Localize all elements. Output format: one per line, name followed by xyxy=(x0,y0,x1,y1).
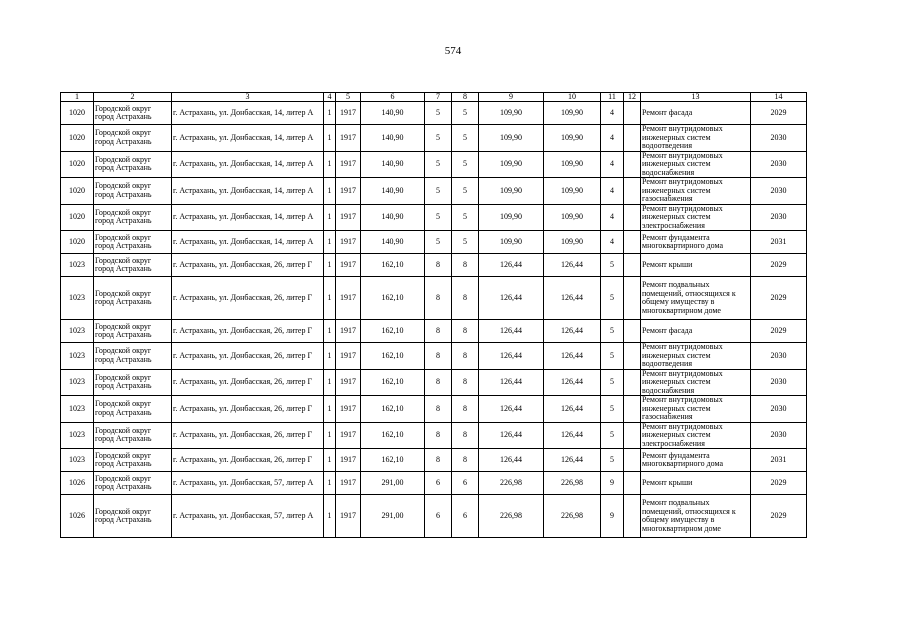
col7-cell: 5 xyxy=(425,204,452,231)
planned-year-cell: 2029 xyxy=(751,472,807,495)
col12-cell xyxy=(624,396,641,423)
col4-cell: 1 xyxy=(324,178,336,205)
address-cell: г. Астрахань, ул. Донбасская, 14, литер А xyxy=(172,125,324,152)
col4-cell: 1 xyxy=(324,102,336,125)
table-row xyxy=(61,151,807,178)
col9-cell: 126,44 xyxy=(479,422,544,449)
col7-cell: 5 xyxy=(425,151,452,178)
col7-cell: 8 xyxy=(425,396,452,423)
col11-cell: 5 xyxy=(601,396,624,423)
col12-cell xyxy=(624,422,641,449)
col8-cell: 5 xyxy=(452,231,479,254)
total-area-cell: 162,10 xyxy=(361,277,425,320)
col9-cell: 126,44 xyxy=(479,449,544,472)
address-cell: г. Астрахань, ул. Донбасская, 26, литер Г xyxy=(172,369,324,396)
total-area-cell: 162,10 xyxy=(361,396,425,423)
row-number-cell: 1023 xyxy=(61,449,94,472)
address-cell: г. Астрахань, ул. Донбасская, 26, литер Г xyxy=(172,396,324,423)
address-cell: г. Астрахань, ул. Донбасская, 14, литер А xyxy=(172,204,324,231)
col8-cell: 8 xyxy=(452,277,479,320)
column-number: 5 xyxy=(336,93,361,102)
col8-cell: 5 xyxy=(452,178,479,205)
column-number: 7 xyxy=(425,93,452,102)
work-type-cell: Ремонт крыши xyxy=(641,472,751,495)
table-row xyxy=(61,396,807,423)
total-area-cell: 162,10 xyxy=(361,343,425,370)
col12-cell xyxy=(624,449,641,472)
col12-cell xyxy=(624,125,641,152)
col7-cell: 5 xyxy=(425,102,452,125)
col10-cell: 126,44 xyxy=(544,320,601,343)
planned-year-cell: 2029 xyxy=(751,320,807,343)
table-row xyxy=(61,343,807,370)
year-built-cell: 1917 xyxy=(336,422,361,449)
col12-cell xyxy=(624,472,641,495)
municipality-cell: Городской округ город Астрахань xyxy=(94,277,172,320)
column-number: 10 xyxy=(544,93,601,102)
planned-year-cell: 2030 xyxy=(751,151,807,178)
work-type-cell: Ремонт крыши xyxy=(641,254,751,277)
col7-cell: 6 xyxy=(425,495,452,538)
work-type-cell: Ремонт внутридомовых инженерных систем газоснабжения xyxy=(641,396,751,423)
column-number: 11 xyxy=(601,93,624,102)
col12-cell xyxy=(624,277,641,320)
row-number-cell: 1026 xyxy=(61,472,94,495)
col9-cell: 109,90 xyxy=(479,231,544,254)
row-number-cell: 1020 xyxy=(61,178,94,205)
address-cell: г. Астрахань, ул. Донбасская, 26, литер Г xyxy=(172,343,324,370)
col9-cell: 109,90 xyxy=(479,178,544,205)
table-row xyxy=(61,320,807,343)
col10-cell: 109,90 xyxy=(544,102,601,125)
table-row xyxy=(61,178,807,205)
year-built-cell: 1917 xyxy=(336,396,361,423)
col8-cell: 5 xyxy=(452,125,479,152)
col8-cell: 5 xyxy=(452,102,479,125)
col7-cell: 8 xyxy=(425,320,452,343)
work-type-cell: Ремонт внутридомовых инженерных систем водоотведения xyxy=(641,343,751,370)
col4-cell: 1 xyxy=(324,495,336,538)
total-area-cell: 140,90 xyxy=(361,231,425,254)
column-number: 4 xyxy=(324,93,336,102)
col9-cell: 226,98 xyxy=(479,495,544,538)
col12-cell xyxy=(624,204,641,231)
row-number-cell: 1020 xyxy=(61,125,94,152)
col7-cell: 6 xyxy=(425,472,452,495)
total-area-cell: 140,90 xyxy=(361,125,425,152)
col12-cell xyxy=(624,343,641,370)
col10-cell: 109,90 xyxy=(544,125,601,152)
year-built-cell: 1917 xyxy=(336,102,361,125)
col8-cell: 5 xyxy=(452,151,479,178)
col10-cell: 226,98 xyxy=(544,472,601,495)
address-cell: г. Астрахань, ул. Донбасская, 57, литер А xyxy=(172,495,324,538)
col10-cell: 126,44 xyxy=(544,369,601,396)
col11-cell: 4 xyxy=(601,102,624,125)
total-area-cell: 140,90 xyxy=(361,151,425,178)
address-cell: г. Астрахань, ул. Донбасская, 14, литер А xyxy=(172,231,324,254)
planned-year-cell: 2030 xyxy=(751,396,807,423)
row-number-cell: 1023 xyxy=(61,254,94,277)
col10-cell: 109,90 xyxy=(544,151,601,178)
col10-cell: 226,98 xyxy=(544,495,601,538)
col4-cell: 1 xyxy=(324,204,336,231)
planned-year-cell: 2029 xyxy=(751,277,807,320)
col12-cell xyxy=(624,178,641,205)
table-row xyxy=(61,125,807,152)
col10-cell: 126,44 xyxy=(544,396,601,423)
work-type-cell: Ремонт фундамента многоквартирного дома xyxy=(641,449,751,472)
planned-year-cell: 2030 xyxy=(751,178,807,205)
col4-cell: 1 xyxy=(324,343,336,370)
col7-cell: 8 xyxy=(425,369,452,396)
address-cell: г. Астрахань, ул. Донбасская, 14, литер А xyxy=(172,102,324,125)
total-area-cell: 140,90 xyxy=(361,178,425,205)
col12-cell xyxy=(624,320,641,343)
municipality-cell: Городской округ город Астрахань xyxy=(94,204,172,231)
municipality-cell: Городской округ город Астрахань xyxy=(94,231,172,254)
municipality-cell: Городской округ город Астрахань xyxy=(94,422,172,449)
total-area-cell: 162,10 xyxy=(361,254,425,277)
total-area-cell: 162,10 xyxy=(361,422,425,449)
col4-cell: 1 xyxy=(324,254,336,277)
work-type-cell: Ремонт внутридомовых инженерных систем газоснабжения xyxy=(641,178,751,205)
col7-cell: 8 xyxy=(425,277,452,320)
col11-cell: 5 xyxy=(601,369,624,396)
column-number: 14 xyxy=(751,93,807,102)
row-number-cell: 1023 xyxy=(61,343,94,370)
municipality-cell: Городской округ город Астрахань xyxy=(94,254,172,277)
col10-cell: 126,44 xyxy=(544,277,601,320)
col11-cell: 5 xyxy=(601,320,624,343)
col7-cell: 5 xyxy=(425,231,452,254)
municipality-cell: Городской округ город Астрахань xyxy=(94,396,172,423)
planned-year-cell: 2030 xyxy=(751,343,807,370)
col11-cell: 4 xyxy=(601,231,624,254)
year-built-cell: 1917 xyxy=(336,277,361,320)
table-row xyxy=(61,102,807,125)
municipality-cell: Городской округ город Астрахань xyxy=(94,343,172,370)
address-cell: г. Астрахань, ул. Донбасская, 26, литер Г xyxy=(172,449,324,472)
col12-cell xyxy=(624,495,641,538)
col11-cell: 5 xyxy=(601,449,624,472)
total-area-cell: 162,10 xyxy=(361,369,425,396)
total-area-cell: 140,90 xyxy=(361,204,425,231)
row-number-cell: 1023 xyxy=(61,396,94,423)
col7-cell: 5 xyxy=(425,178,452,205)
work-type-cell: Ремонт фасада xyxy=(641,320,751,343)
col9-cell: 126,44 xyxy=(479,320,544,343)
col11-cell: 9 xyxy=(601,495,624,538)
municipality-cell: Городской округ город Астрахань xyxy=(94,151,172,178)
col7-cell: 8 xyxy=(425,422,452,449)
year-built-cell: 1917 xyxy=(336,125,361,152)
planned-year-cell: 2030 xyxy=(751,204,807,231)
col12-cell xyxy=(624,151,641,178)
col4-cell: 1 xyxy=(324,125,336,152)
col8-cell: 5 xyxy=(452,204,479,231)
address-cell: г. Астрахань, ул. Донбасская, 26, литер Г xyxy=(172,254,324,277)
col4-cell: 1 xyxy=(324,369,336,396)
table-row xyxy=(61,495,807,538)
municipality-cell: Городской округ город Астрахань xyxy=(94,449,172,472)
municipality-cell: Городской округ город Астрахань xyxy=(94,102,172,125)
column-number: 8 xyxy=(452,93,479,102)
row-number-cell: 1020 xyxy=(61,151,94,178)
work-type-cell: Ремонт внутридомовых инженерных систем электроснабжения xyxy=(641,204,751,231)
col10-cell: 109,90 xyxy=(544,178,601,205)
work-type-cell: Ремонт фундамента многоквартирного дома xyxy=(641,231,751,254)
col7-cell: 8 xyxy=(425,254,452,277)
col10-cell: 126,44 xyxy=(544,343,601,370)
row-number-cell: 1023 xyxy=(61,422,94,449)
capital-repair-table xyxy=(60,92,807,538)
column-number: 2 xyxy=(94,93,172,102)
col10-cell: 126,44 xyxy=(544,449,601,472)
municipality-cell: Городской округ город Астрахань xyxy=(94,472,172,495)
col8-cell: 8 xyxy=(452,369,479,396)
col8-cell: 6 xyxy=(452,472,479,495)
col4-cell: 1 xyxy=(324,151,336,178)
municipality-cell: Городской округ город Астрахань xyxy=(94,320,172,343)
col11-cell: 9 xyxy=(601,472,624,495)
row-number-cell: 1026 xyxy=(61,495,94,538)
col8-cell: 8 xyxy=(452,449,479,472)
planned-year-cell: 2030 xyxy=(751,369,807,396)
column-number: 13 xyxy=(641,93,751,102)
planned-year-cell: 2031 xyxy=(751,231,807,254)
col7-cell: 5 xyxy=(425,125,452,152)
work-type-cell: Ремонт подвальных помещений, относящихся к общему имуществу в многоквартирном доме xyxy=(641,277,751,320)
col7-cell: 8 xyxy=(425,449,452,472)
year-built-cell: 1917 xyxy=(336,369,361,396)
col11-cell: 4 xyxy=(601,178,624,205)
year-built-cell: 1917 xyxy=(336,204,361,231)
address-cell: г. Астрахань, ул. Донбасская, 14, литер А xyxy=(172,178,324,205)
total-area-cell: 291,00 xyxy=(361,472,425,495)
address-cell: г. Астрахань, ул. Донбасская, 26, литер Г xyxy=(172,320,324,343)
col4-cell: 1 xyxy=(324,449,336,472)
table-row xyxy=(61,204,807,231)
year-built-cell: 1917 xyxy=(336,320,361,343)
year-built-cell: 1917 xyxy=(336,178,361,205)
col9-cell: 109,90 xyxy=(479,102,544,125)
col4-cell: 1 xyxy=(324,277,336,320)
address-cell: г. Астрахань, ул. Донбасская, 57, литер А xyxy=(172,472,324,495)
column-number: 3 xyxy=(172,93,324,102)
year-built-cell: 1917 xyxy=(336,495,361,538)
col4-cell: 1 xyxy=(324,231,336,254)
col4-cell: 1 xyxy=(324,396,336,423)
col8-cell: 8 xyxy=(452,254,479,277)
municipality-cell: Городской округ город Астрахань xyxy=(94,369,172,396)
col11-cell: 4 xyxy=(601,125,624,152)
col8-cell: 8 xyxy=(452,422,479,449)
col11-cell: 5 xyxy=(601,343,624,370)
column-number: 1 xyxy=(61,93,94,102)
total-area-cell: 291,00 xyxy=(361,495,425,538)
col8-cell: 8 xyxy=(452,320,479,343)
planned-year-cell: 2030 xyxy=(751,125,807,152)
planned-year-cell: 2031 xyxy=(751,449,807,472)
planned-year-cell: 2029 xyxy=(751,495,807,538)
total-area-cell: 162,10 xyxy=(361,449,425,472)
table-row xyxy=(61,369,807,396)
col9-cell: 109,90 xyxy=(479,125,544,152)
table-row xyxy=(61,449,807,472)
col11-cell: 4 xyxy=(601,204,624,231)
col9-cell: 126,44 xyxy=(479,369,544,396)
row-number-cell: 1020 xyxy=(61,204,94,231)
col9-cell: 109,90 xyxy=(479,151,544,178)
year-built-cell: 1917 xyxy=(336,343,361,370)
work-type-cell: Ремонт внутридомовых инженерных систем электроснабжения xyxy=(641,422,751,449)
table-row xyxy=(61,472,807,495)
municipality-cell: Городской округ город Астрахань xyxy=(94,125,172,152)
col9-cell: 109,90 xyxy=(479,204,544,231)
column-number: 6 xyxy=(361,93,425,102)
col12-cell xyxy=(624,102,641,125)
col9-cell: 226,98 xyxy=(479,472,544,495)
col9-cell: 126,44 xyxy=(479,277,544,320)
column-number-row xyxy=(61,93,807,102)
row-number-cell: 1020 xyxy=(61,231,94,254)
col11-cell: 5 xyxy=(601,422,624,449)
col8-cell: 6 xyxy=(452,495,479,538)
municipality-cell: Городской округ город Астрахань xyxy=(94,178,172,205)
planned-year-cell: 2029 xyxy=(751,102,807,125)
column-number: 12 xyxy=(624,93,641,102)
address-cell: г. Астрахань, ул. Донбасская, 26, литер Г xyxy=(172,422,324,449)
planned-year-cell: 2029 xyxy=(751,254,807,277)
year-built-cell: 1917 xyxy=(336,254,361,277)
col8-cell: 8 xyxy=(452,343,479,370)
page-number: 574 xyxy=(444,45,462,57)
col11-cell: 5 xyxy=(601,277,624,320)
col4-cell: 1 xyxy=(324,422,336,449)
column-number: 9 xyxy=(479,93,544,102)
col10-cell: 109,90 xyxy=(544,231,601,254)
table-row xyxy=(61,254,807,277)
work-type-cell: Ремонт фасада xyxy=(641,102,751,125)
col10-cell: 109,90 xyxy=(544,204,601,231)
row-number-cell: 1023 xyxy=(61,369,94,396)
col9-cell: 126,44 xyxy=(479,254,544,277)
col10-cell: 126,44 xyxy=(544,254,601,277)
col4-cell: 1 xyxy=(324,320,336,343)
col10-cell: 126,44 xyxy=(544,422,601,449)
row-number-cell: 1023 xyxy=(61,320,94,343)
col8-cell: 8 xyxy=(452,396,479,423)
col9-cell: 126,44 xyxy=(479,396,544,423)
col11-cell: 4 xyxy=(601,151,624,178)
year-built-cell: 1917 xyxy=(336,472,361,495)
address-cell: г. Астрахань, ул. Донбасская, 14, литер А xyxy=(172,151,324,178)
col4-cell: 1 xyxy=(324,472,336,495)
municipality-cell: Городской округ город Астрахань xyxy=(94,495,172,538)
table-row xyxy=(61,422,807,449)
work-type-cell: Ремонт внутридомовых инженерных систем водоснабжения xyxy=(641,151,751,178)
col12-cell xyxy=(624,369,641,396)
table-row xyxy=(61,231,807,254)
col7-cell: 8 xyxy=(425,343,452,370)
total-area-cell: 140,90 xyxy=(361,102,425,125)
row-number-cell: 1023 xyxy=(61,277,94,320)
year-built-cell: 1917 xyxy=(336,449,361,472)
col12-cell xyxy=(624,231,641,254)
planned-year-cell: 2030 xyxy=(751,422,807,449)
work-type-cell: Ремонт подвальных помещений, относящихся к общему имуществу в многоквартирном доме xyxy=(641,495,751,538)
year-built-cell: 1917 xyxy=(336,231,361,254)
address-cell: г. Астрахань, ул. Донбасская, 26, литер Г xyxy=(172,277,324,320)
row-number-cell: 1020 xyxy=(61,102,94,125)
year-built-cell: 1917 xyxy=(336,151,361,178)
work-type-cell: Ремонт внутридомовых инженерных систем водоотведения xyxy=(641,125,751,152)
col11-cell: 5 xyxy=(601,254,624,277)
col9-cell: 126,44 xyxy=(479,343,544,370)
work-type-cell: Ремонт внутридомовых инженерных систем водоснабжения xyxy=(641,369,751,396)
total-area-cell: 162,10 xyxy=(361,320,425,343)
col12-cell xyxy=(624,254,641,277)
table-row xyxy=(61,277,807,320)
